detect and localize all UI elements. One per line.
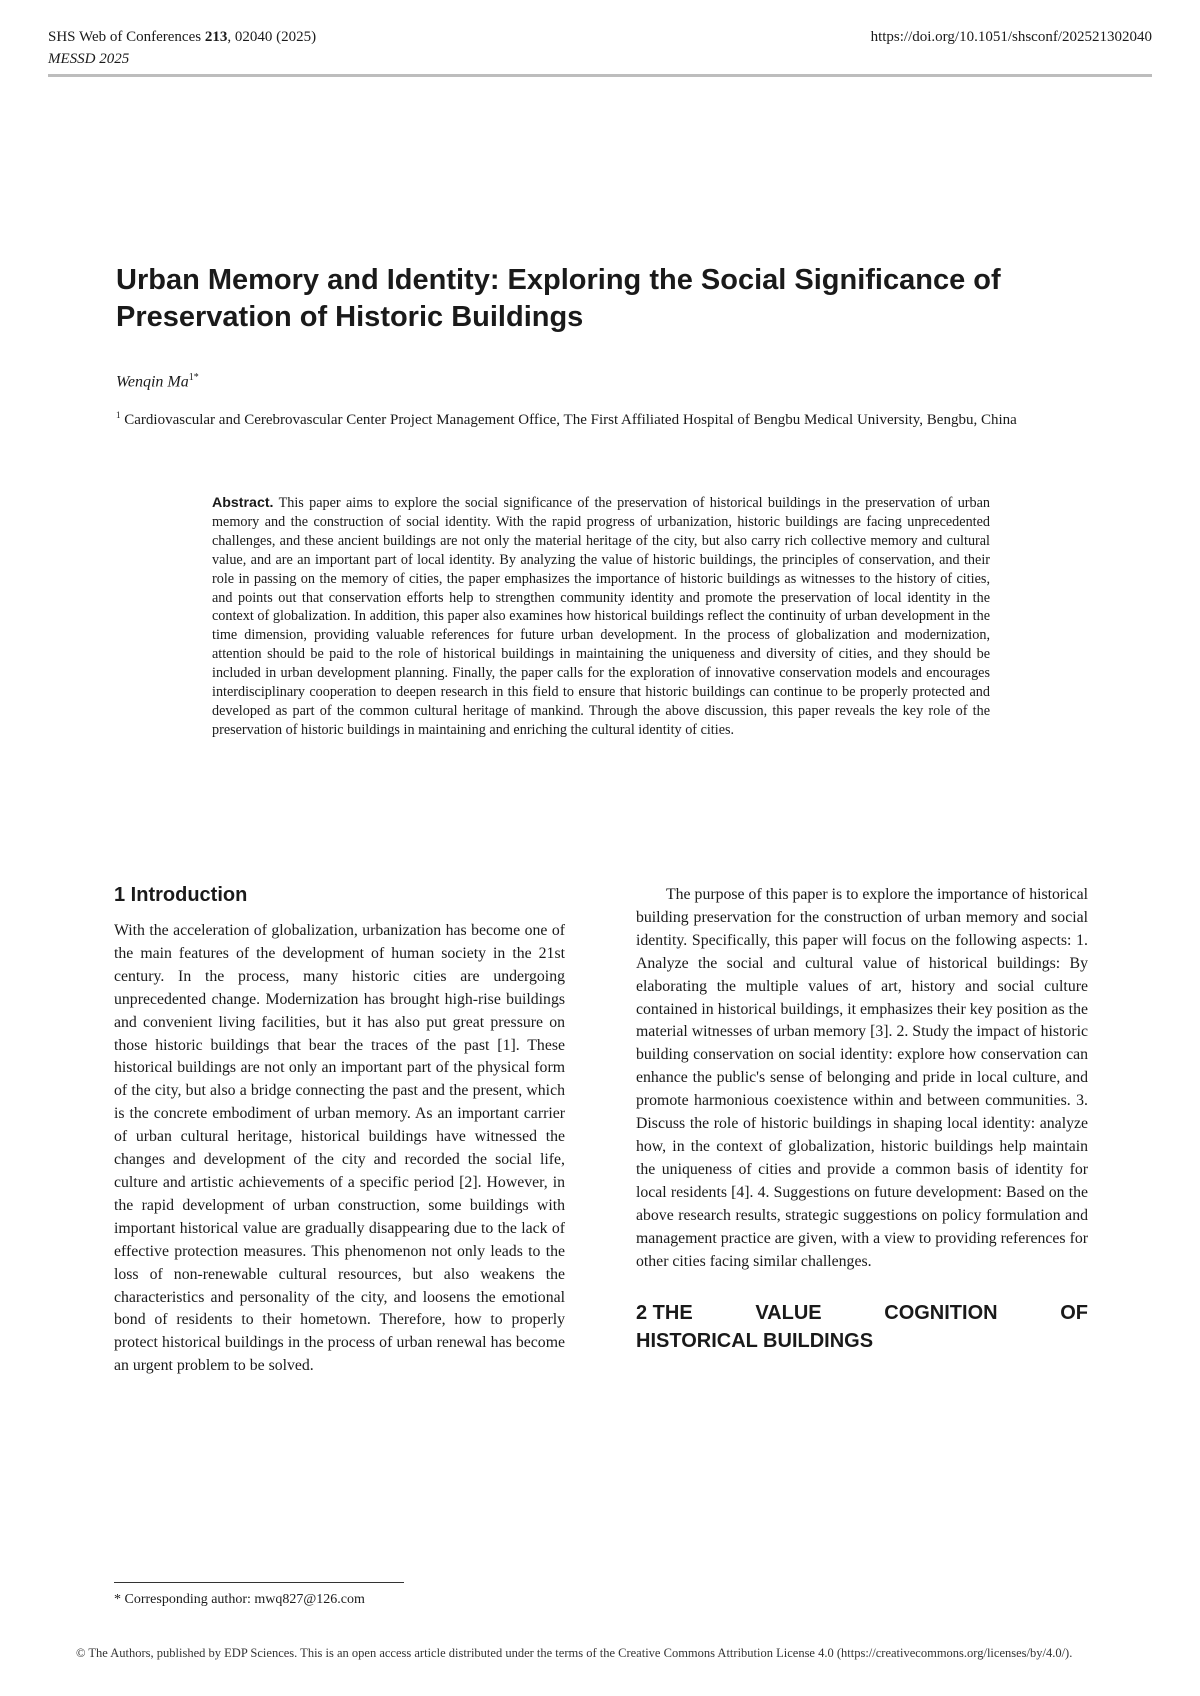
header-divider [48,74,1152,77]
intro-paragraph-2: The purpose of this paper is to explore the importance of historical building preservation for the construction of urban memory and social identity. Specifically, this paper will focus on the following aspects: 1. Analyze the social and cultural value of historical buildings: By elaborating the multiple values of art, history and social culture contained in historical buildings, it emphasizes their key position as the material witnesses of urban memory [3]. 2. Study the impact of historic building conservation on social identity: explore how conservation can enhance the public's sense of belonging and pride in local culture, and promote harmonious coexistence within and between communities. 3. Discuss the role of historic buildings in shaping local identity: analyze how, in the context of globalization, historic buildings help maintain the uniqueness of cities and provide a common basis of identity for local residents [4]. 4. Suggestions on future development: Based on the above research results, strategic suggestions on policy formulation and management practice are given, with a view to providing references for other cities facing similar challenges. [636,886,1088,1270]
paper-title: Urban Memory and Identity: Exploring the Social Significance of Preservation of Historic Buildings [116,264,1001,333]
corresponding-author-footnote: * Corresponding author: mwq827@126.com [114,1592,365,1607]
affiliation-marker: 1 [116,410,121,420]
author-marker: 1* [188,372,199,383]
article-number: , 02040 (2025) [227,29,317,45]
conference-name: MESSD 2025 [48,51,130,67]
right-column [636,884,1088,1355]
abstract [212,494,990,740]
section-heading-introduction: 1 Introduction [114,884,248,906]
heading-word-3: COGNITION [884,1302,998,1325]
author-name: Wenqin Ma [116,373,189,391]
copyright-notice: © The Authors, published by EDP Sciences. This is an open access article distributed under the terms of the Creative Commons Attribution License 4.0 (https://creativecommons.org/licenses/by/4.0/). [76,1646,1073,1660]
intro-paragraph-1: With the acceleration of globalization, urbanization has become one of the main features of the development of human society in the 21st century. In the process, many historic cities are undergoing unprecedented change. Modernization has brought high-rise buildings and convenient living facilities, but it has also put great pressure on those historic buildings that bear the traces of the past [1]. These historical buildings are not only an important part of the physical form of the city, but also a bridge connecting the past and the present, which is the concrete embodiment of urban memory. As an important carrier of urban cultural heritage, historical buildings have witnessed the changes and development of the city and recorded the social life, culture and artistic achievements of a specific period [2]. However, in the rapid development of urban construction, some buildings with important historical value are gradually disappearing due to the lack of effective protection measures. This phenomenon not only leads to the loss of non-renewable cultural resources, but also weakens the characteristics and personality of the city, and loosens the emotional bond of residents to their hometown. Therefore, how to properly protect historical buildings in the process of urban renewal has become an urgent problem to be solved. [114,922,565,1375]
journal-name: SHS Web of Conferences [48,29,202,45]
heading-word-4: OF [1060,1302,1088,1325]
journal-citation [48,26,316,48]
heading-word-1: 2 THE [636,1302,693,1325]
heading-line-2: HISTORICAL BUILDINGS [636,1330,874,1353]
abstract-label: Abstract. [212,495,274,511]
journal-volume: 213 [204,29,228,45]
footnote-divider [114,1582,404,1583]
heading-word-2: VALUE [755,1302,822,1325]
section-heading-value-cognition [636,1299,1088,1355]
left-column [114,882,565,1378]
author-line [116,372,199,391]
affiliation-text: Cardiovascular and Cerebrovascular Center Project Management Office, The First Affiliated Hospital of Bengbu Medical University, Bengbu, China [120,412,1017,428]
affiliation [116,404,1036,431]
running-header [48,26,316,70]
doi-link[interactable]: https://doi.org/10.1051/shsconf/202521302040 [870,29,1152,45]
abstract-text: This paper aims to explore the social significance of the preservation of historical buildings in the preservation of urban memory and the construction of social identity. With the rapid progress of urbanization, historic buildings are facing unprecedented challenges, and these ancient buildings are not only the material heritage of the city, but also carry rich collective memory and cultural value, and are an important part of local identity. By analyzing the value of historic buildings, the principles of conservation, and their role in passing on the memory of cities, the paper emphasizes the importance of historic buildings as witnesses to the history of cities, and points out that conservation efforts help to strengthen community identity and promote the preservation of local identity in the context of globalization. In addition, this paper also examines how historical buildings reflect the continuity of urban development in the time dimension, providing valuable references for future urban development. In the process of globalization and modernization, attention should be paid to the role of historical buildings in maintaining the uniqueness and diversity of cities, and they should be included in urban development planning. Finally, the paper calls for the exploration of innovative conservation models and encourages interdisciplinary cooperation to deepen research in this field to ensure that historic buildings can continue to be properly protected and developed as part of the common cultural heritage of mankind. Through the above discussion, this paper reveals the key role of the preservation of historic buildings in maintaining and enriching the cultural identity of cities. [212,495,990,738]
heading-line-1 [636,1299,1088,1327]
